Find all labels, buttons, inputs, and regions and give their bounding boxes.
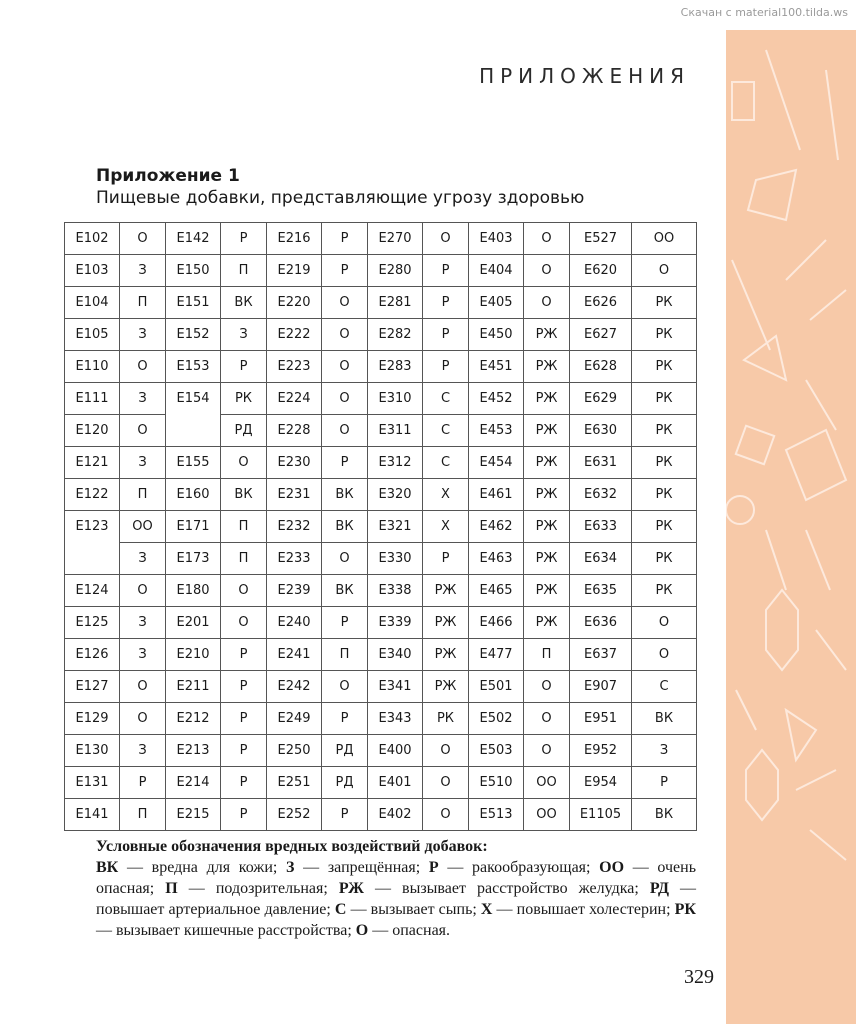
additive-code-cell: E130 <box>65 735 120 767</box>
hazard-code-cell: РК <box>632 575 697 607</box>
legend-description: — повышает артериальное давление; <box>96 880 697 918</box>
hazard-code-cell: П <box>120 799 166 831</box>
hazard-code-cell: РД <box>322 735 368 767</box>
hazard-code-cell: РЖ <box>524 415 570 447</box>
hazard-code-cell: О <box>221 575 267 607</box>
hazard-code-cell: О <box>524 287 570 319</box>
additive-code-cell: E341 <box>368 671 423 703</box>
table-row <box>65 607 697 639</box>
legend-description: — вызывает сыпь; <box>346 901 481 918</box>
additive-code-cell: E320 <box>368 479 423 511</box>
additive-code-cell: E216 <box>267 223 322 255</box>
hazard-code-cell: З <box>120 607 166 639</box>
food-additives-table <box>64 222 697 831</box>
additive-code-cell: E338 <box>368 575 423 607</box>
additive-code-cell: E120 <box>65 415 120 447</box>
hazard-code-cell: О <box>120 415 166 447</box>
additive-code-cell: E126 <box>65 639 120 671</box>
additive-code-cell: E212 <box>166 703 221 735</box>
legend-code: ВК <box>96 859 119 876</box>
additive-code-cell: E310 <box>368 383 423 415</box>
hazard-code-cell: Р <box>322 447 368 479</box>
hazard-code-cell: Р <box>322 799 368 831</box>
hazard-code-cell: РЖ <box>423 607 469 639</box>
hazard-code-cell: Р <box>221 735 267 767</box>
hazard-code-cell: О <box>423 223 469 255</box>
hazard-code-cell: П <box>120 479 166 511</box>
additive-code-cell: E503 <box>469 735 524 767</box>
hazard-code-cell: РК <box>632 351 697 383</box>
hazard-code-cell: О <box>632 255 697 287</box>
additive-code-cell: E220 <box>267 287 322 319</box>
additive-code-cell: E233 <box>267 543 322 575</box>
hazard-code-cell: РК <box>632 383 697 415</box>
hazard-code-cell: О <box>322 319 368 351</box>
hazard-code-cell: Р <box>221 639 267 671</box>
hazard-code-cell: Р <box>221 351 267 383</box>
legend-code: О <box>355 922 369 939</box>
additive-code-cell: E239 <box>267 575 322 607</box>
table-row <box>65 383 697 415</box>
additive-code-cell: E627 <box>570 319 632 351</box>
additive-code-cell: E453 <box>469 415 524 447</box>
additive-code-cell: E213 <box>166 735 221 767</box>
additive-code-cell: E629 <box>570 383 632 415</box>
legend-description: — вредна для кожи; <box>118 859 287 876</box>
hazard-code-cell: РК <box>632 287 697 319</box>
legend-code: Х <box>480 901 493 918</box>
hazard-code-cell: З <box>632 735 697 767</box>
additive-code-cell: E201 <box>166 607 221 639</box>
decorative-shapes-icon <box>726 30 856 1024</box>
additive-code-cell: E405 <box>469 287 524 319</box>
additive-code-cell: E215 <box>166 799 221 831</box>
hazard-code-cell: РЖ <box>524 511 570 543</box>
table-row <box>65 639 697 671</box>
hazard-code-cell: О <box>524 703 570 735</box>
additive-code-cell: E527 <box>570 223 632 255</box>
hazard-code-cell: ВК <box>322 575 368 607</box>
hazard-code-cell: ВК <box>221 287 267 319</box>
hazard-code-cell: О <box>221 607 267 639</box>
additive-code-cell: E252 <box>267 799 322 831</box>
legend-code: З <box>286 859 295 876</box>
additive-code-cell: E461 <box>469 479 524 511</box>
additive-code-cell: E510 <box>469 767 524 799</box>
additive-code-cell: E626 <box>570 287 632 319</box>
hazard-code-cell: ВК <box>632 799 697 831</box>
legend-code: ОО <box>599 859 625 876</box>
legend-code: РК <box>674 901 697 918</box>
hazard-code-cell: Р <box>632 767 697 799</box>
table-row <box>65 767 697 799</box>
hazard-code-cell: Р <box>322 223 368 255</box>
legend-code: С <box>334 901 347 918</box>
additive-code-cell: E477 <box>469 639 524 671</box>
additive-code-cell: E628 <box>570 351 632 383</box>
additive-code-cell: E180 <box>166 575 221 607</box>
additive-code-cell: E111 <box>65 383 120 415</box>
hazard-code-cell: Р <box>322 607 368 639</box>
legend-description: — вызывает расстройство желудка; <box>363 880 650 897</box>
additive-code-cell: E121 <box>65 447 120 479</box>
hazard-code-cell: РД <box>221 415 267 447</box>
decorative-side-stripe <box>726 30 856 1024</box>
hazard-code-cell: РК <box>632 447 697 479</box>
hazard-code-cell: О <box>524 255 570 287</box>
hazard-code-cell: О <box>423 799 469 831</box>
hazard-code-cell: О <box>221 447 267 479</box>
hazard-code-cell: Р <box>221 767 267 799</box>
additive-code-cell: E339 <box>368 607 423 639</box>
legend-code: РЖ <box>338 880 364 897</box>
hazard-code-cell: РЖ <box>423 575 469 607</box>
additive-code-cell: E103 <box>65 255 120 287</box>
table-row <box>65 447 697 479</box>
additive-code-cell: E105 <box>65 319 120 351</box>
additive-code-cell: E402 <box>368 799 423 831</box>
additive-code-cell: E160 <box>166 479 221 511</box>
hazard-code-cell: ОО <box>120 511 166 543</box>
additive-code-cell: E150 <box>166 255 221 287</box>
hazard-code-cell: ВК <box>322 511 368 543</box>
legend-description: — запрещённая; <box>294 859 429 876</box>
additive-code-cell: E631 <box>570 447 632 479</box>
additive-code-cell: E620 <box>570 255 632 287</box>
additive-code-cell: E951 <box>570 703 632 735</box>
legend-description: — очень опасная; <box>96 859 697 897</box>
additive-code-cell: E249 <box>267 703 322 735</box>
hazard-code-cell: З <box>120 735 166 767</box>
hazard-code-cell: О <box>632 607 697 639</box>
hazard-code-cell: Р <box>423 351 469 383</box>
additive-code-cell: E343 <box>368 703 423 735</box>
hazard-code-cell: П <box>120 287 166 319</box>
hazard-code-cell: П <box>322 639 368 671</box>
additive-code-cell: E153 <box>166 351 221 383</box>
additive-code-cell: E222 <box>267 319 322 351</box>
hazard-code-cell: РК <box>632 543 697 575</box>
hazard-code-cell: О <box>524 735 570 767</box>
table-row <box>65 511 697 543</box>
additive-code-cell: E152 <box>166 319 221 351</box>
additive-code-cell: E155 <box>166 447 221 479</box>
additive-code-cell: E283 <box>368 351 423 383</box>
hazard-code-cell: О <box>423 735 469 767</box>
table-row <box>65 255 697 287</box>
hazard-code-cell: Р <box>221 799 267 831</box>
appendix-title: Пищевые добавки, представляющие угрозу здоровью <box>96 188 585 208</box>
additive-code-cell: E232 <box>267 511 322 543</box>
additive-code-cell: E231 <box>267 479 322 511</box>
hazard-code-cell: О <box>322 287 368 319</box>
additive-code-cell: E907 <box>570 671 632 703</box>
hazard-code-cell: РЖ <box>423 671 469 703</box>
hazard-code-cell: П <box>221 511 267 543</box>
additive-code-cell: E466 <box>469 607 524 639</box>
table-body <box>65 223 697 831</box>
additive-code-cell: E210 <box>166 639 221 671</box>
hazard-code-cell: З <box>120 319 166 351</box>
hazard-code-cell: С <box>423 415 469 447</box>
additive-code-cell: E223 <box>267 351 322 383</box>
hazard-code-cell: Р <box>221 703 267 735</box>
additive-code-cell: E102 <box>65 223 120 255</box>
additive-code-cell: E151 <box>166 287 221 319</box>
legend-heading: Условные обозначения вредных воздействий добавок: <box>96 838 488 855</box>
additive-code-cell: E330 <box>368 543 423 575</box>
hazard-code-cell: РЖ <box>524 447 570 479</box>
additive-code-cell: E403 <box>469 223 524 255</box>
table-row <box>65 671 697 703</box>
hazard-code-cell: ВК <box>322 479 368 511</box>
hazard-code-cell: О <box>524 671 570 703</box>
table-row <box>65 223 697 255</box>
hazard-code-cell: О <box>120 351 166 383</box>
legend-code: П <box>165 880 178 897</box>
hazard-code-cell: РЖ <box>524 607 570 639</box>
hazard-code-cell: Р <box>322 703 368 735</box>
additive-code-cell: E154 <box>166 383 221 447</box>
additive-code-cell: E224 <box>267 383 322 415</box>
hazard-code-cell: Р <box>120 767 166 799</box>
additive-code-cell: E211 <box>166 671 221 703</box>
hazard-code-cell: О <box>120 703 166 735</box>
table-row <box>65 415 697 447</box>
appendix-number: Приложение 1 <box>96 166 240 186</box>
hazard-code-cell: Р <box>322 255 368 287</box>
additive-code-cell: E462 <box>469 511 524 543</box>
hazard-code-cell: О <box>632 639 697 671</box>
additive-code-cell: E125 <box>65 607 120 639</box>
additive-code-cell: E635 <box>570 575 632 607</box>
additive-code-cell: E123 <box>65 511 120 575</box>
additive-code-cell: E630 <box>570 415 632 447</box>
table-row <box>65 575 697 607</box>
additive-code-cell: E311 <box>368 415 423 447</box>
hazard-code-cell: З <box>120 447 166 479</box>
additive-code-cell: E124 <box>65 575 120 607</box>
hazard-code-cell: РЖ <box>524 479 570 511</box>
hazard-code-cell: П <box>221 543 267 575</box>
hazard-code-cell: О <box>524 223 570 255</box>
legend-body <box>96 857 696 941</box>
table-row <box>65 703 697 735</box>
hazard-code-cell: Р <box>423 543 469 575</box>
additive-code-cell: E404 <box>469 255 524 287</box>
hazard-code-cell: О <box>322 351 368 383</box>
additive-code-cell: E312 <box>368 447 423 479</box>
hazard-code-cell: РЖ <box>524 383 570 415</box>
additive-code-cell: E141 <box>65 799 120 831</box>
hazard-code-cell: Р <box>423 255 469 287</box>
legend-description: — опасная. <box>368 922 451 939</box>
additive-code-cell: E633 <box>570 511 632 543</box>
legend-code: Р <box>428 859 439 876</box>
table-row <box>65 543 697 575</box>
additive-code-cell: E452 <box>469 383 524 415</box>
hazard-code-cell: З <box>120 255 166 287</box>
additive-code-cell: E251 <box>267 767 322 799</box>
additive-code-cell: E401 <box>368 767 423 799</box>
hazard-code-cell: ОО <box>632 223 697 255</box>
hazard-code-cell: РД <box>322 767 368 799</box>
hazard-code-cell: РК <box>221 383 267 415</box>
table-row <box>65 735 697 767</box>
hazard-code-cell: Р <box>423 319 469 351</box>
additive-code-cell: E230 <box>267 447 322 479</box>
additive-code-cell: E282 <box>368 319 423 351</box>
hazard-code-cell: З <box>120 639 166 671</box>
hazard-code-cell: РК <box>632 479 697 511</box>
legend-description: — повышает холестерин; <box>492 901 675 918</box>
table-row <box>65 479 697 511</box>
additive-code-cell: E122 <box>65 479 120 511</box>
hazard-code-cell: З <box>120 543 166 575</box>
additive-code-cell: E250 <box>267 735 322 767</box>
hazard-code-cell: ВК <box>632 703 697 735</box>
legend-description: — вызывает кишечные расстройства; <box>96 922 356 939</box>
hazard-code-cell: ОО <box>524 767 570 799</box>
hazard-code-cell: РК <box>423 703 469 735</box>
additive-code-cell: E131 <box>65 767 120 799</box>
additive-code-cell: E270 <box>368 223 423 255</box>
additive-code-cell: E110 <box>65 351 120 383</box>
hazard-code-cell: РЖ <box>524 543 570 575</box>
hazard-code-cell: З <box>120 383 166 415</box>
hazard-code-cell: О <box>120 575 166 607</box>
hazard-code-cell: С <box>632 671 697 703</box>
hazard-code-cell: Х <box>423 479 469 511</box>
hazard-code-cell: О <box>120 671 166 703</box>
hazard-code-cell: ВК <box>221 479 267 511</box>
hazard-code-cell: П <box>221 255 267 287</box>
additive-code-cell: E242 <box>267 671 322 703</box>
hazard-code-cell: О <box>322 671 368 703</box>
hazard-code-cell: Х <box>423 511 469 543</box>
hazard-code-cell: РЖ <box>524 319 570 351</box>
hazard-code-cell: Р <box>221 223 267 255</box>
hazard-code-cell: РК <box>632 319 697 351</box>
additive-code-cell: E501 <box>469 671 524 703</box>
hazard-code-cell: О <box>120 223 166 255</box>
hazard-code-cell: О <box>423 767 469 799</box>
additive-code-cell: E451 <box>469 351 524 383</box>
hazard-code-cell: О <box>322 543 368 575</box>
legend-description: — ракообразующая; <box>438 859 600 876</box>
hazard-code-cell: С <box>423 447 469 479</box>
additive-code-cell: E1105 <box>570 799 632 831</box>
additive-code-cell: E465 <box>469 575 524 607</box>
additive-code-cell: E171 <box>166 511 221 543</box>
legend-code: РД <box>649 880 669 897</box>
legend-block <box>96 836 696 941</box>
additive-code-cell: E400 <box>368 735 423 767</box>
additive-code-cell: E104 <box>65 287 120 319</box>
table-row <box>65 799 697 831</box>
hazard-code-cell: З <box>221 319 267 351</box>
hazard-code-cell: О <box>322 415 368 447</box>
download-watermark: Скачан с material100.tilda.ws <box>680 6 848 19</box>
additive-code-cell: E637 <box>570 639 632 671</box>
hazard-code-cell: РК <box>632 415 697 447</box>
additive-code-cell: E952 <box>570 735 632 767</box>
hazard-code-cell: Р <box>423 287 469 319</box>
additive-code-cell: E954 <box>570 767 632 799</box>
table-row <box>65 351 697 383</box>
additive-code-cell: E502 <box>469 703 524 735</box>
legend-description: — подозрительная; <box>177 880 339 897</box>
hazard-code-cell: П <box>524 639 570 671</box>
hazard-code-cell: РК <box>632 511 697 543</box>
additive-code-cell: E241 <box>267 639 322 671</box>
hazard-code-cell: О <box>322 383 368 415</box>
additive-code-cell: E634 <box>570 543 632 575</box>
hazard-code-cell: С <box>423 383 469 415</box>
additive-code-cell: E228 <box>267 415 322 447</box>
page-number: 329 <box>684 966 714 988</box>
additive-code-cell: E513 <box>469 799 524 831</box>
additive-code-cell: E321 <box>368 511 423 543</box>
additive-code-cell: E240 <box>267 607 322 639</box>
additive-code-cell: E219 <box>267 255 322 287</box>
hazard-code-cell: Р <box>221 671 267 703</box>
hazard-code-cell: РЖ <box>524 351 570 383</box>
table-row <box>65 319 697 351</box>
additive-code-cell: E463 <box>469 543 524 575</box>
table-row <box>65 287 697 319</box>
additive-code-cell: E142 <box>166 223 221 255</box>
running-header-title: ПРИЛОЖЕНИЯ <box>479 64 690 88</box>
additive-code-cell: E127 <box>65 671 120 703</box>
additive-code-cell: E450 <box>469 319 524 351</box>
additive-code-cell: E129 <box>65 703 120 735</box>
hazard-code-cell: РЖ <box>423 639 469 671</box>
additive-code-cell: E636 <box>570 607 632 639</box>
hazard-code-cell: ОО <box>524 799 570 831</box>
additive-code-cell: E280 <box>368 255 423 287</box>
additive-code-cell: E632 <box>570 479 632 511</box>
hazard-code-cell: РЖ <box>524 575 570 607</box>
additive-code-cell: E173 <box>166 543 221 575</box>
additive-code-cell: E454 <box>469 447 524 479</box>
additive-code-cell: E281 <box>368 287 423 319</box>
additive-code-cell: E214 <box>166 767 221 799</box>
additive-code-cell: E340 <box>368 639 423 671</box>
